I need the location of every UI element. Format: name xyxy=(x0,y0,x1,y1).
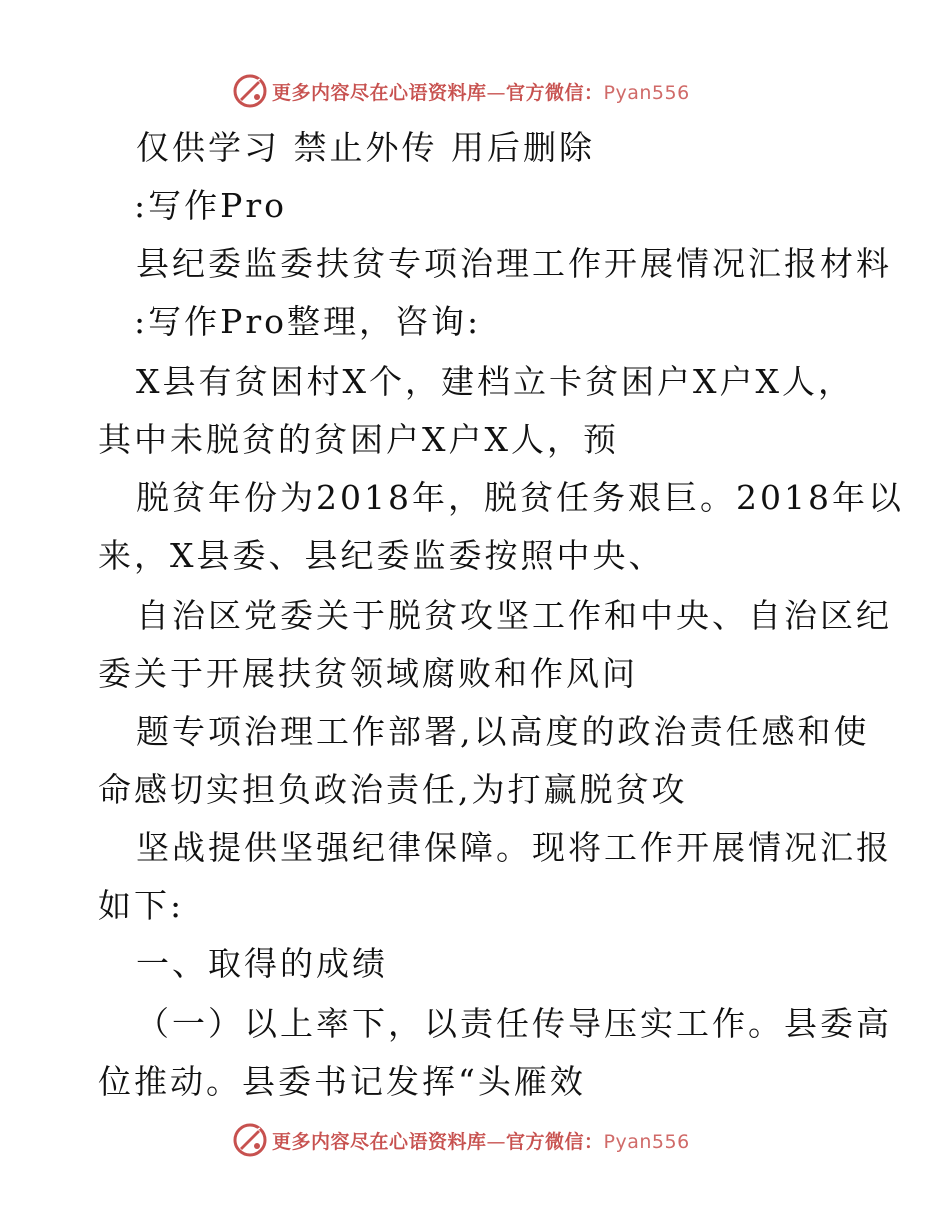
doc-paragraph-line: 如下: xyxy=(98,886,185,925)
watermark-footer xyxy=(232,1120,712,1160)
doc-title: 县纪委监委扶贫专项治理工作开展情况汇报材料 xyxy=(136,244,892,283)
doc-paragraph-line: 坚战提供坚强纪律保障。现将工作开展情况汇报 xyxy=(136,828,892,867)
watermark-brand: 更多内容尽在心语资料库 xyxy=(272,81,487,104)
watermark-text xyxy=(272,1127,690,1154)
watermark-label: 官方微信： xyxy=(506,1130,604,1153)
watermark-wechat-id: Pyan556 xyxy=(603,81,690,104)
doc-paragraph-line: 命感切实担负政治责任,为打赢脱贫攻 xyxy=(98,770,688,809)
doc-paragraph-line: （一）以上率下，以责任传导压实工作。县委高 xyxy=(136,1004,892,1043)
watermark-brand: 更多内容尽在心语资料库 xyxy=(272,1130,487,1153)
doc-paragraph-line: 位推动。县委书记发挥“头雁效 xyxy=(98,1062,586,1101)
watermark-wechat-id: Pyan556 xyxy=(603,1130,690,1153)
doc-paragraph-line: X县有贫困村X个，建档立卡贫困户X户X人， xyxy=(136,362,854,401)
watermark-dash: — xyxy=(486,1130,507,1153)
quill-logo-icon xyxy=(232,1122,268,1158)
quill-logo-icon xyxy=(232,73,268,109)
watermark-label: 官方微信： xyxy=(506,81,604,104)
doc-paragraph-line: 题专项治理工作部署,以高度的政治责任感和使 xyxy=(136,712,870,751)
doc-line-source: :写作Pro xyxy=(134,186,287,225)
doc-paragraph-line: 其中未脱贫的贫困户X户X人，预 xyxy=(98,420,619,459)
doc-section-heading: 一、取得的成绩 xyxy=(136,944,388,983)
doc-paragraph-line: 来，X县委、县纪委监委按照中央、 xyxy=(98,536,665,575)
doc-paragraph-line: 脱贫年份为2018年，脱贫任务艰巨。2018年以 xyxy=(136,478,904,517)
doc-paragraph-line: 委关于开展扶贫领域腐败和作风问 xyxy=(98,654,638,693)
watermark-dash: — xyxy=(486,81,507,104)
doc-line-notice: 仅供学习 禁止外传 用后删除 xyxy=(136,128,595,167)
watermark-header xyxy=(232,71,712,111)
doc-line-source-contact: :写作Pro整理，咨询: xyxy=(134,302,482,341)
doc-paragraph-line: 自治区党委关于脱贫攻坚工作和中央、自治区纪 xyxy=(136,596,892,635)
watermark-text xyxy=(272,78,690,105)
